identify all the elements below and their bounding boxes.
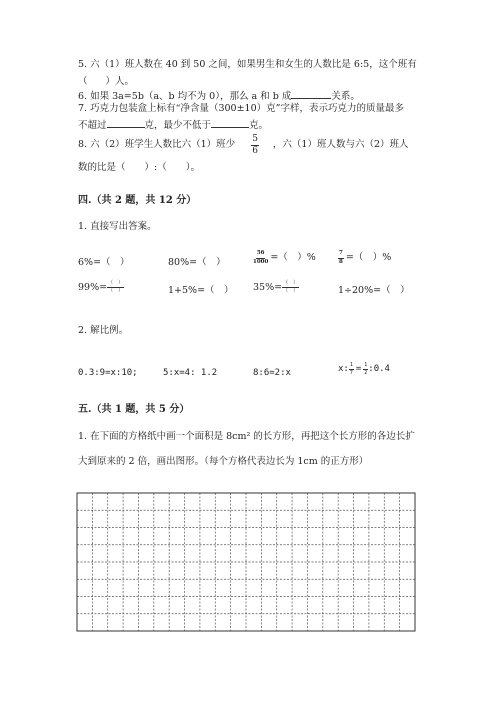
q5-1-line2: 大到原来的 2 倍，画出图形。（每个方格代表边长为 1cm 的正方形）	[78, 456, 369, 467]
q5-open-paren: （	[78, 76, 88, 87]
q8-fraction	[251, 135, 259, 156]
calc-1-1[interactable]: 6%=（ ）	[78, 257, 130, 268]
q4-1-label: 1. 直接写出答案。	[78, 221, 157, 232]
q5-answer-blank[interactable]	[88, 75, 106, 84]
q7-line1: 7. 巧克力包装盒上标有“净含量（300±10）克”字样，表示巧克力的质量最多	[78, 103, 404, 114]
calc-2-3[interactable]	[253, 281, 299, 294]
q8-frac-num: 5	[252, 133, 258, 144]
calc-2-1-den: （ ）	[108, 288, 124, 294]
q7-part-b: 克，最少不低于	[144, 120, 212, 131]
calc-1-4-tail: =（ ）%	[345, 252, 392, 264]
calc-2-3-den: （ ）	[283, 288, 299, 294]
calc-1-2[interactable]: 80%=（ ）	[168, 257, 226, 268]
ratio-4-frac1	[349, 363, 354, 376]
calc-1-3-den: 1000	[253, 258, 269, 265]
section4-title: 四.（共 2 题，共 12 分）	[78, 195, 197, 206]
calc-1-4-den: 8	[339, 258, 343, 265]
q8-pre: 8. 六（2）班学生人数比六（1）班少	[78, 139, 236, 151]
calc-1-3-num: 56	[256, 251, 266, 259]
calc-2-3-pre: 35%=	[253, 281, 283, 293]
calc-1-4-fraction	[338, 251, 344, 265]
q8-line1	[78, 134, 409, 156]
q5-line1: 5. 六（1）班人数在 40 到 50 之间，如果男生和女生的人数比是 6:5，这个班有	[78, 59, 417, 70]
ratio-1[interactable]: 0.3:9=x:10;	[78, 368, 138, 378]
calc-1-3[interactable]	[253, 251, 316, 265]
q6-post: 关系。	[331, 91, 360, 102]
ratio-3[interactable]: 8:6=2:x	[253, 368, 291, 378]
q8-frac-den: 6	[252, 145, 258, 156]
calc-1-4-num: 7	[338, 251, 344, 259]
q5-close-paren: ）人。	[105, 76, 135, 87]
q7-max-blank[interactable]	[107, 118, 145, 128]
calc-2-1-pre: 99%=	[78, 281, 108, 293]
ratio-4-d2: 2	[364, 370, 368, 376]
calc-2-3-fraction	[282, 281, 299, 294]
calc-2-1-num: （ ）	[108, 280, 124, 286]
q7-part-c: 克。	[249, 120, 269, 131]
ratio-4-n1: 1	[349, 362, 353, 368]
calc-2-1-fraction	[107, 281, 124, 294]
calc-2-3-num: （ ）	[283, 280, 299, 286]
calc-1-3-tail: =（ ）%	[270, 252, 316, 264]
ratio-2[interactable]: 5:x=4: 1.2	[163, 368, 218, 378]
calc-2-2[interactable]: 1+5%=（ ）	[168, 285, 234, 296]
ratio-4-d1: 7	[349, 370, 353, 376]
q8-post: ，六（1）班人数与六（2）班人	[272, 139, 409, 151]
q6-answer-blank[interactable]	[291, 89, 331, 99]
q7-line2	[78, 118, 268, 131]
ratio-4-post: :0.4	[368, 364, 390, 374]
calc-2-4[interactable]: 1÷20%=（ ）	[338, 285, 410, 296]
calc-1-3-fraction	[253, 251, 268, 265]
q7-part-a: 不超过	[78, 120, 107, 131]
calc-2-1[interactable]	[78, 281, 124, 294]
ratio-4-mid: =	[355, 364, 362, 374]
q4-2-label: 2. 解比例。	[78, 325, 129, 336]
grid-paper[interactable]	[76, 492, 416, 632]
ratio-4[interactable]	[338, 363, 390, 376]
calc-1-4[interactable]	[338, 251, 391, 265]
q6-line	[78, 89, 360, 102]
q8-line2: 数的比是（ ）:（ ）。	[78, 162, 200, 173]
section5-title: 五.（共 1 题，共 5 分）	[78, 404, 190, 415]
ratio-4-pre: x:	[338, 364, 349, 374]
q5-line2	[78, 75, 134, 87]
q7-min-blank[interactable]	[211, 118, 249, 128]
q5-1-line1: 1. 在下面的方格纸中画一个面积是 8cm² 的长方形，再把这个长方形的各边长扩	[78, 431, 415, 442]
q6-pre: 6. 如果 3a=5b（a、b 均不为 0），那么 a 和 b 成	[78, 91, 292, 102]
ratio-4-n2: 1	[364, 362, 368, 368]
